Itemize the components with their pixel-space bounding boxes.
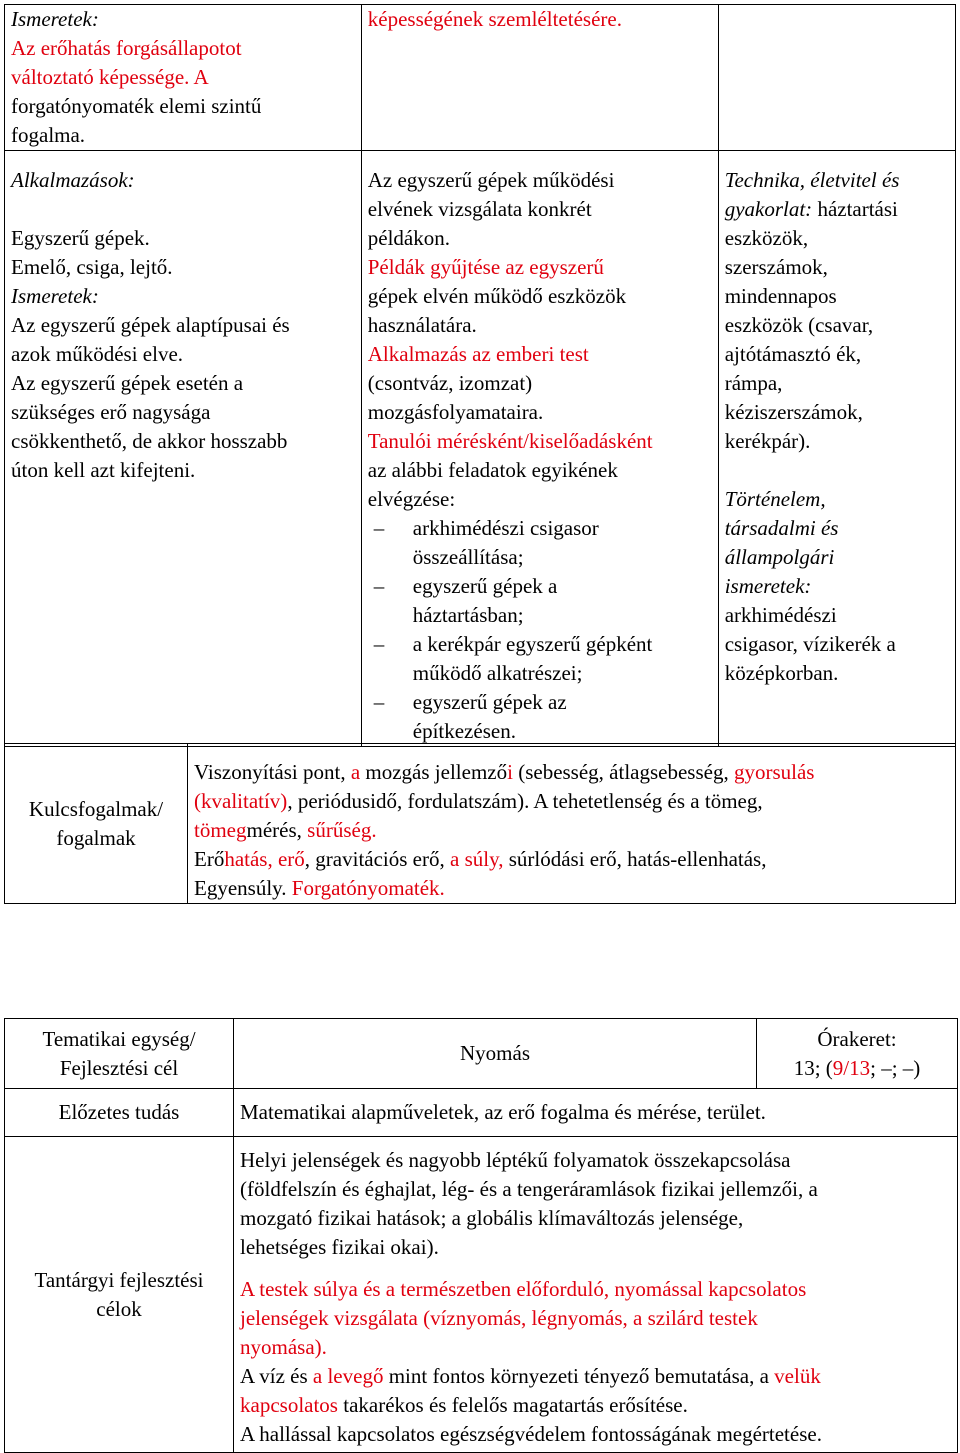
text-line: társadalmi és: [724, 516, 839, 540]
connection-cell-1: [718, 5, 955, 151]
knowledge-cell-2: [5, 151, 362, 747]
text-line: gyakorlat: háztartási: [724, 197, 898, 221]
text-line: csökkenthető, de akkor hosszabb: [11, 429, 288, 453]
text-line: (kvalitatív), periódusidő, fordulatszám). A tehetetlenség és a tömeg,: [194, 789, 763, 813]
key-concepts-table: [4, 743, 956, 904]
text-line: kéziszerszámok,: [724, 400, 863, 424]
text-line: középkorban.: [724, 661, 839, 685]
activity-cell-1: [361, 5, 718, 151]
text-line: mozgató fizikai hatások; a globális klímaváltozás jelensége,: [240, 1206, 744, 1230]
text-line: Történelem,: [724, 487, 826, 511]
text-line: tömegmérés, sűrűség.: [194, 818, 377, 842]
unit-label-cell: [5, 1019, 234, 1089]
text-line: képességének szemléltetésére.: [367, 7, 622, 31]
knowledge-label: Ismeretek:: [11, 284, 99, 308]
text-line: eszközök,: [724, 226, 809, 250]
text-line: Alkalmazás az emberi test: [367, 342, 589, 366]
text-line: úton kell azt kifejteni.: [11, 458, 196, 482]
text-line: mindennapos: [724, 284, 837, 308]
development-goals-label-cell: [5, 1137, 234, 1453]
text-line: Az egyszerű gépek működési: [367, 168, 615, 192]
text-line: szerszámok,: [724, 255, 828, 279]
development-goals-label: célok: [96, 1296, 142, 1321]
dash-bullet: –: [373, 516, 385, 540]
key-concepts-label-cell: [5, 744, 188, 904]
text-line: azok működési elve.: [11, 342, 184, 366]
prior-knowledge-text: Matematikai alapműveletek, az erő fogalma és mérése, terület.: [240, 1100, 766, 1124]
text-line: Példák gyűjtése az egyszerű: [367, 255, 604, 279]
development-goals-text-cell: [234, 1137, 958, 1453]
key-concepts-label: Kulcsfogalmak/: [28, 796, 164, 821]
text-line: Viszonyítási pont, a mozgás jellemzői (sebesség, átlagsebesség, gyorsulás: [194, 760, 815, 784]
text-line: ismeretek:: [724, 574, 812, 598]
text-line: Tanulói mérésként/kiselőadásként: [367, 429, 653, 453]
unit-title: Nyomás: [460, 1041, 530, 1065]
text-line: rámpa,: [724, 371, 783, 395]
text-line: csigasor, vízikerék a: [724, 632, 896, 656]
text-line: Az erőhatás forgásállapotot: [11, 36, 242, 60]
time-frame-label: Órakeret:: [817, 1026, 897, 1051]
text-line: (csontváz, izomzat): [367, 371, 533, 395]
applications-label: Alkalmazások:: [11, 168, 135, 192]
list-item: – a kerékpár egyszerű gépként működő alkatrészei;: [373, 632, 653, 685]
list-item: – egyszerű gépek a háztartásban;: [373, 574, 558, 627]
dash-bullet: –: [373, 690, 385, 714]
text-line: Erőhatás, erő, gravitációs erő, a súly, súrlódási erő, hatás-ellenhatás,: [194, 847, 767, 871]
text-line: ajtótámasztó ék,: [724, 342, 862, 366]
text-line: eszközök (csavar,: [724, 313, 874, 337]
connection-cell-2: [718, 151, 955, 747]
text-line: használatára.: [367, 313, 477, 337]
text-line: A hallással kapcsolatos egészségvédelem fontosságának megértetése.: [240, 1422, 822, 1446]
text-line: az alábbi feladatok egyikének: [367, 458, 618, 482]
text-line: forgatónyomaték elemi szintű: [11, 94, 262, 118]
knowledge-label: Ismeretek:: [11, 7, 99, 31]
text-line: mozgásfolyamataira.: [367, 400, 544, 424]
text-line: Az egyszerű gépek alaptípusai és: [11, 313, 290, 337]
text-line: Helyi jelenségek és nagyobb léptékű folyamatok összekapcsolása: [240, 1148, 791, 1172]
prior-knowledge-text-cell: [234, 1089, 958, 1137]
text-line: jelenségek vizsgálata (víznyomás, légnyomás, a szilárd testek: [240, 1306, 758, 1330]
knowledge-cell-1: [5, 5, 362, 151]
unit-title-cell: [234, 1019, 757, 1089]
text-line: példákon.: [367, 226, 450, 250]
text-line: szükséges erő nagysága: [11, 400, 211, 424]
text-line: elvének vizsgálata konkrét: [367, 197, 592, 221]
unit-label: Tematikai egység/: [42, 1026, 196, 1051]
time-frame-value: 13; (9/13; –; –): [793, 1055, 921, 1080]
prior-knowledge-label: Előzetes tudás: [58, 1100, 180, 1124]
text-line: Technika, életvitel és: [724, 168, 900, 192]
prior-knowledge-label-cell: [5, 1089, 234, 1137]
text-line: lehetséges fizikai okai).: [240, 1235, 439, 1259]
text-line: elvégzése:: [367, 487, 456, 511]
key-concepts-label: fogalmak: [56, 825, 136, 850]
text-line: Egyensúly. Forgatónyomaték.: [194, 876, 445, 900]
text-line: kapcsolatos takarékos és felelős magatartás erősítése.: [240, 1393, 688, 1417]
text-line: arkhimédészi: [724, 603, 837, 627]
text-line: Az egyszerű gépek esetén a: [11, 371, 244, 395]
unit-label: Fejlesztési cél: [59, 1055, 179, 1080]
dash-bullet: –: [373, 574, 385, 598]
unit-table: [4, 1018, 958, 1453]
key-concepts-text-cell: [188, 744, 956, 904]
text-line: (földfelszín és éghajlat, lég- és a tengeráramlások fizikai jellemzői, a: [240, 1177, 818, 1201]
time-frame-cell: [757, 1019, 958, 1089]
text-line: kerékpár).: [724, 429, 811, 453]
text-line: fogalma.: [11, 123, 86, 147]
text-line: A testek súlya és a természetben előforduló, nyomással kapcsolatos: [240, 1277, 807, 1301]
text-line: nyomása).: [240, 1335, 327, 1359]
text-line: állampolgári: [724, 545, 835, 569]
text-line: változtató képessége. A: [11, 65, 209, 89]
activity-cell-2: [361, 151, 718, 747]
text-line: gépek elvén működő eszközök: [367, 284, 627, 308]
list-item: – egyszerű gépek az építkezésen.: [373, 690, 567, 743]
text-line: A víz és a levegő mint fontos környezeti tényező bemutatása, a velük: [240, 1364, 821, 1388]
text-line: Egyszerű gépek.: [11, 226, 150, 250]
competence-table: [4, 4, 956, 747]
dash-bullet: –: [373, 632, 385, 656]
list-item: – arkhimédészi csigasor összeállítása;: [373, 516, 599, 569]
development-goals-label: Tantárgyi fejlesztési: [34, 1267, 204, 1292]
text-line: Emelő, csiga, lejtő.: [11, 255, 173, 279]
